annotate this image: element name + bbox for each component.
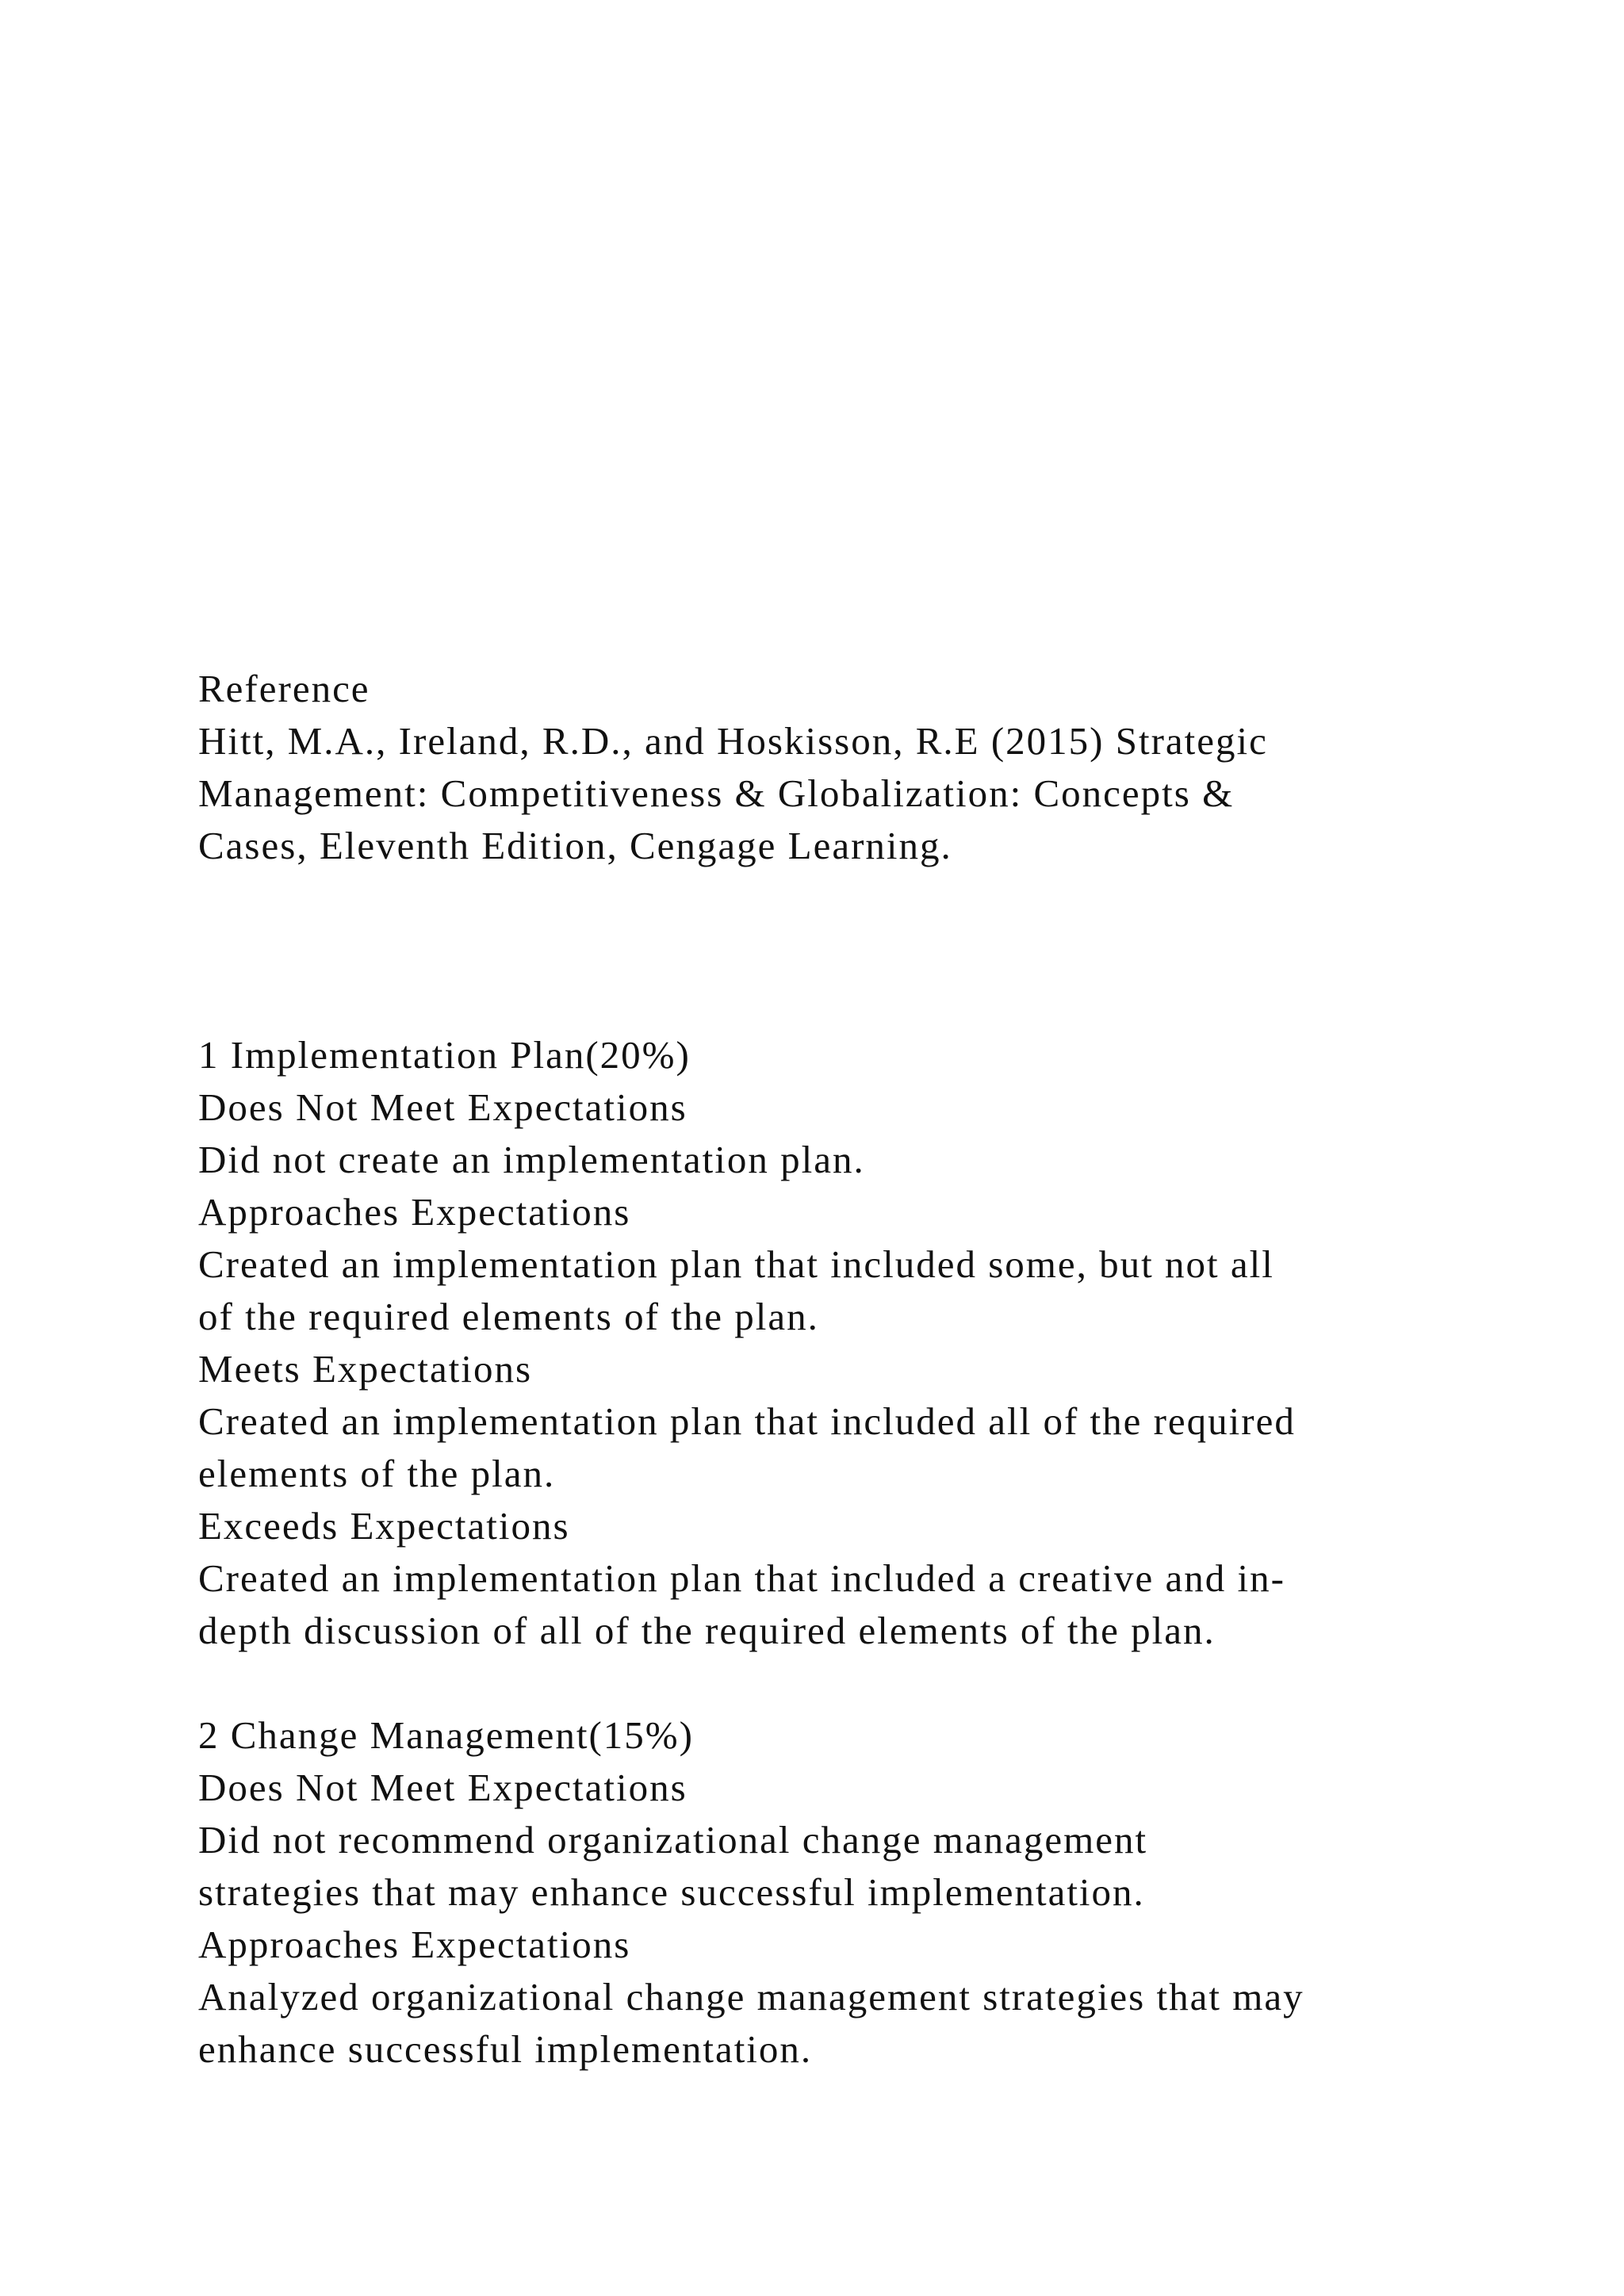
level-label: Does Not Meet Expectations xyxy=(198,1766,688,1809)
spacer xyxy=(198,1657,1546,1709)
reference-heading: Reference xyxy=(198,667,370,710)
level-description: strategies that may enhance successful implementation. xyxy=(198,1870,1145,1914)
reference-line: Cases, Eleventh Edition, Cengage Learning. xyxy=(198,824,952,867)
level-label: Does Not Meet Expectations xyxy=(198,1085,688,1129)
level-description: depth discussion of all of the required elements of the plan. xyxy=(198,1609,1216,1652)
spacer xyxy=(198,872,1546,1029)
level-description: enhance successful implementation. xyxy=(198,2027,813,2071)
document-body xyxy=(198,663,1546,2076)
level-label: Meets Expectations xyxy=(198,1347,533,1391)
level-label: Approaches Expectations xyxy=(198,1923,631,1966)
level-description: Created an implementation plan that included some, but not all xyxy=(198,1242,1274,1286)
level-description: Created an implementation plan that included a creative and in- xyxy=(198,1556,1285,1600)
reference-block xyxy=(198,663,1546,872)
level-description: Did not create an implementation plan. xyxy=(198,1138,865,1181)
reference-line: Management: Competitiveness & Globalization: Concepts & xyxy=(198,771,1235,815)
level-label: Exceeds Expectations xyxy=(198,1504,570,1548)
level-description: Analyzed organizational change management strategies that may xyxy=(198,1975,1304,2019)
level-label: Approaches Expectations xyxy=(198,1190,631,1234)
rubric-section-change-management xyxy=(198,1709,1546,2076)
reference-line: Hitt, M.A., Ireland, R.D., and Hoskisson, R.E (2015) Strategic xyxy=(198,719,1268,763)
level-description: Did not recommend organizational change management xyxy=(198,1818,1148,1862)
section-title: 1 Implementation Plan(20%) xyxy=(198,1033,691,1077)
section-title: 2 Change Management(15%) xyxy=(198,1713,694,1757)
level-description: elements of the plan. xyxy=(198,1452,556,1495)
level-description: of the required elements of the plan. xyxy=(198,1295,819,1338)
rubric-section-implementation-plan xyxy=(198,1029,1546,1657)
level-description: Created an implementation plan that included all of the required xyxy=(198,1399,1296,1443)
